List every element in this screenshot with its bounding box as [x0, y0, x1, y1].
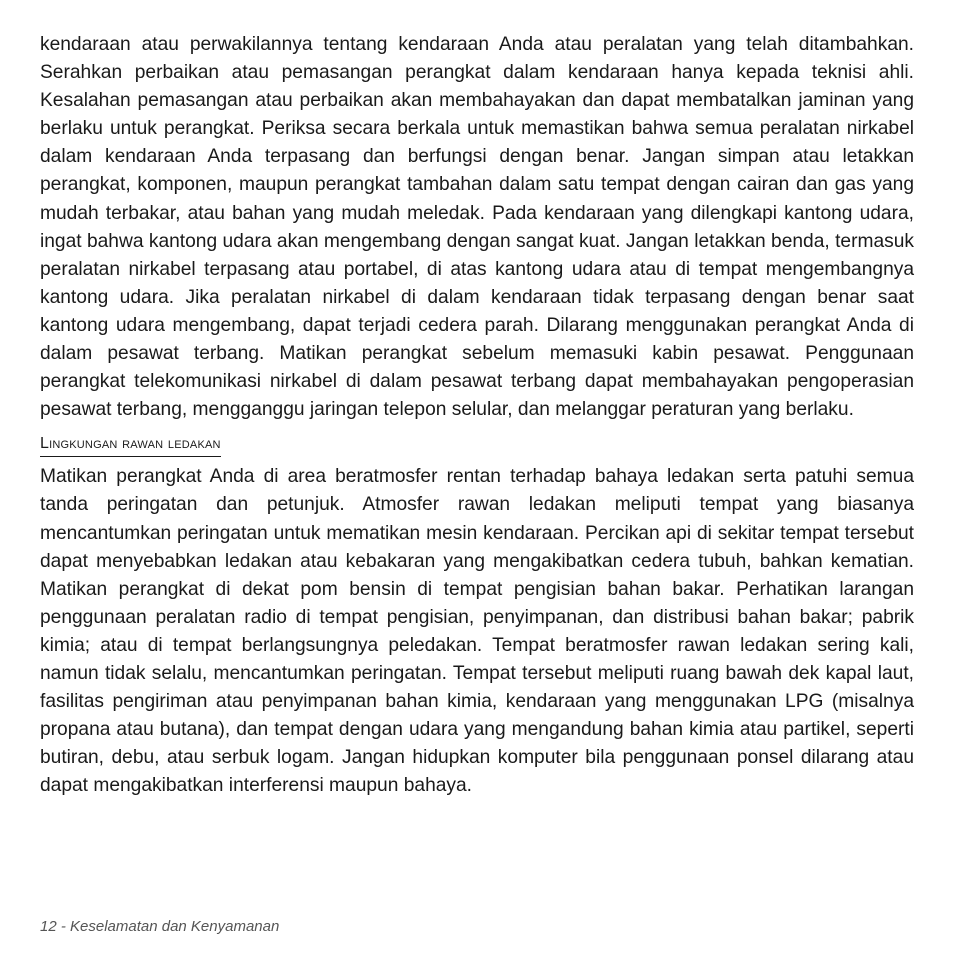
page-footer: 12 - Keselamatan dan Kenyamanan: [40, 918, 280, 935]
paragraph-vehicle-safety: kendaraan atau perwakilannya tentang kendaraan Anda atau peralatan yang telah ditambahkan. Serahkan perbaikan atau pemasangan perangkat dalam kendaraan hanya kepada teknisi ahli. Kesalahan pemasangan atau perbaikan akan membahayakan dan dapat membatalkan jaminan yang berlaku untuk perangkat. Periksa secara berkala untuk memastikan bahwa semua peralatan nirkabel dalam kendaraan Anda terpasang dan berfungsi dengan benar. Jangan simpan atau letakkan perangkat, komponen, maupun perangkat tambahan dalam satu tempat dengan cairan dan gas yang mudah terbakar, atau bahan yang mudah meledak. Pada kendaraan yang dilengkapi kantong udara, ingat bahwa kantong udara akan mengembang dengan sangat kuat. Jangan letakkan benda, termasuk peralatan nirkabel terpasang atau portabel, di atas kantong udara atau di tempat mengembangnya kantong udara. Jika peralatan nirkabel di dalam kendaraan tidak terpasang dengan benar saat kantong udara mengembang, dapat terjadi cedera parah. Dilarang menggunakan perangkat Anda di dalam pesawat terbang. Matikan perangkat sebelum memasuki kabin pesawat. Penggunaan perangkat telekomunikasi nirkabel di dalam pesawat terbang dapat membahayakan pengoperasian pesawat terbang, mengganggu jaringan telepon selular, dan melanggar peraturan yang berlaku.: [40, 34, 914, 421]
paragraph-explosive-environment: Matikan perangkat Anda di area beratmosfer rentan terhadap bahaya ledakan serta patuhi semua tanda peringatan dan petunjuk. Atmosfer rawan ledakan meliputi tempat yang biasanya mencantumkan peringatan untuk mematikan mesin kendaraan. Percikan api di sekitar tempat tersebut dapat menyebabkan ledakan atau kebakaran yang mengakibatkan cedera tubuh, bahkan kematian. Matikan perangkat di dekat pom bensin di tempat pengisian bahan bakar. Perhatikan larangan penggunaan peralatan radio di tempat pengisian, penyimpanan, dan distribusi bahan bakar; pabrik kimia; atau di tempat berlangsungnya peledakan. Tempat beratmosfer rawan ledakan sering kali, namun tidak selalu, mencantumkan peringatan. Tempat tersebut meliputi ruang bawah dek kapal laut, fasilitas pengiriman atau penyimpanan bahan kimia, kendaraan yang menggunakan LPG (misalnya propana atau butana), dan tempat dengan udara yang mengandung bahan kimia atau partikel, seperti butiran, debu, atau serbuk logam. Jangan hidupkan komputer bila penggunaan ponsel dilarang atau dapat mengakibatkan interferensi maupun bahaya.: [40, 466, 914, 797]
section-heading: Lingkungan rawan ledakan: [40, 433, 221, 457]
document-body: [40, 31, 914, 800]
section-heading-wrapper: [40, 426, 914, 463]
